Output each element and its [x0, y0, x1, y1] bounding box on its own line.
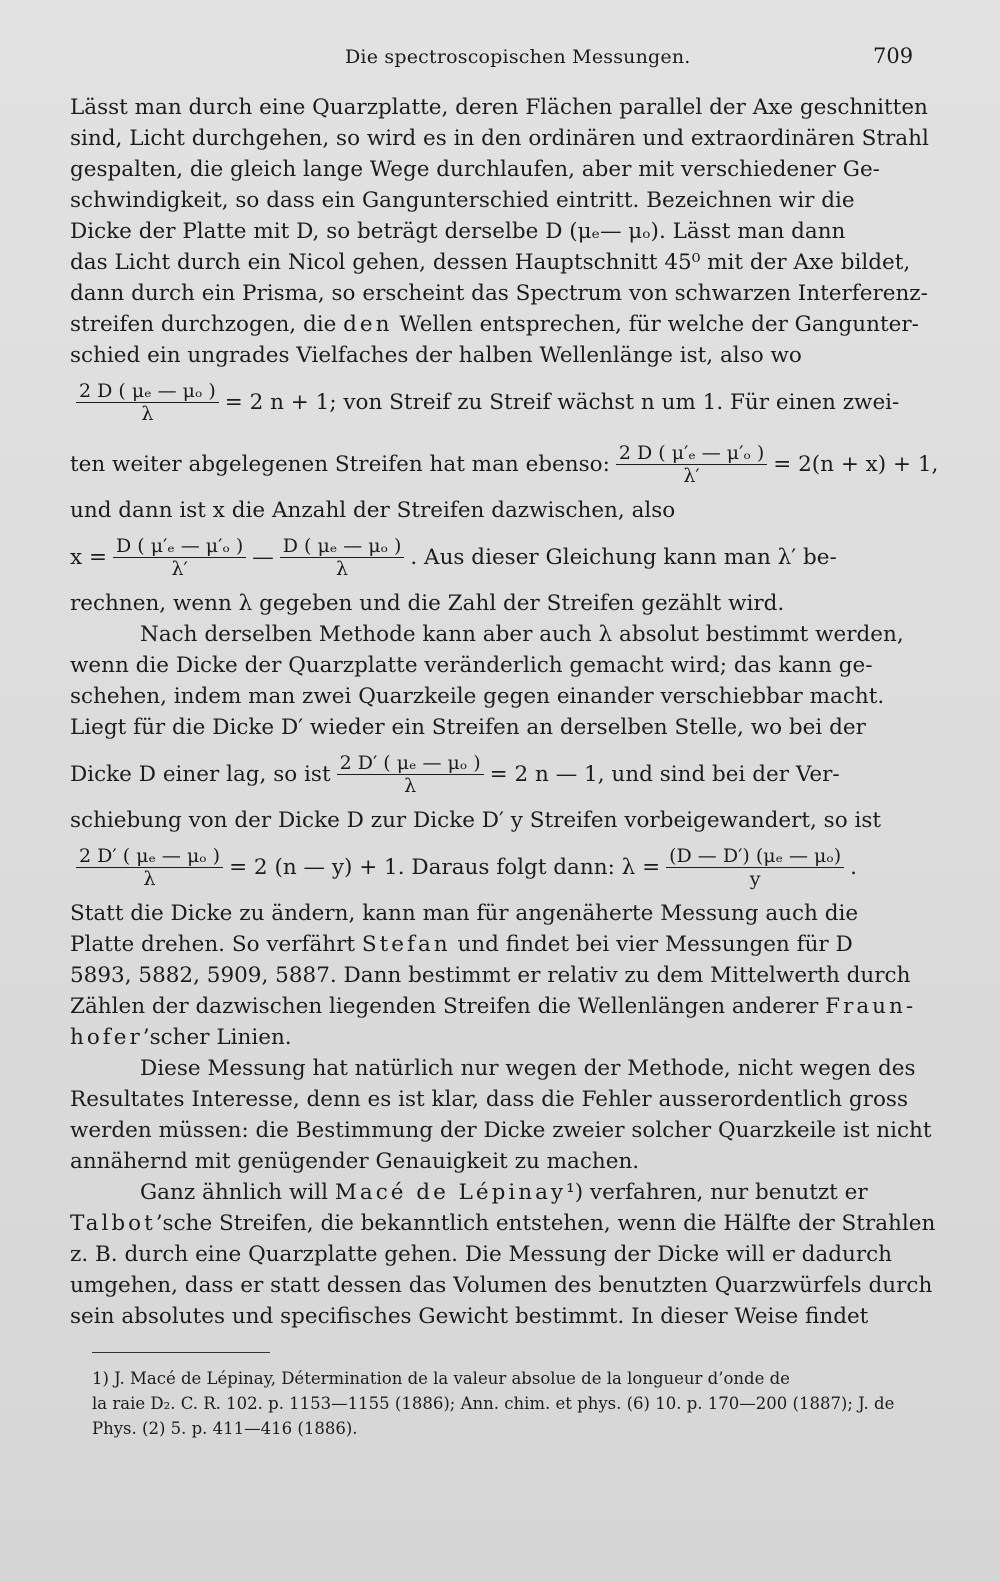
- text-line: [70, 1177, 930, 1208]
- fraction: [666, 845, 844, 890]
- spaced-emphasis: Macé de Lépinay: [334, 1180, 567, 1205]
- fraction-denominator: λ′: [683, 464, 700, 487]
- text-line: umgehen, dass er statt dessen das Volumen des benutzten Quarzwürfels durch: [70, 1273, 933, 1298]
- equation-rest: = 2(n + x) + 1,: [773, 451, 939, 477]
- equation-line: [70, 743, 930, 805]
- fraction-denominator: λ: [336, 557, 349, 580]
- text-line: schwindigkeit, so dass ein Gangunterschied eintritt. Bezeichnen wir die: [70, 188, 855, 213]
- text-line: wenn die Dicke der Quarzplatte veränderlich gemacht wird; das kann ge-: [70, 653, 873, 678]
- text-line: schied ein ungrades Vielfaches der halben Wellenlänge ist, also wo: [70, 343, 802, 368]
- fraction: [337, 752, 484, 797]
- text-line: rechnen, wenn λ gegeben und die Zahl der Streifen gezählt wird.: [70, 591, 785, 616]
- fraction-denominator: λ: [143, 867, 156, 890]
- fraction: [616, 442, 767, 487]
- spaced-emphasis: hofer: [70, 1025, 143, 1050]
- running-header: [0, 46, 1000, 76]
- footnote-line: Phys. (2) 5. p. 411—416 (1886).: [92, 1419, 358, 1438]
- text-line: Resultates Interesse, denn es ist klar, dass die Fehler ausserordentlich gross: [70, 1087, 908, 1112]
- fraction: [280, 535, 405, 580]
- text-line: Lässt man durch eine Quarzplatte, deren Flächen parallel der Axe geschnitten: [70, 95, 928, 120]
- text-line: 5893, 5882, 5909, 5887. Dann bestimmt er relativ zu dem Mittelwerth durch: [70, 963, 911, 988]
- minus-sign: —: [252, 544, 274, 570]
- text-span: Wellen entsprechen, für welche der Gangunter-: [399, 312, 919, 337]
- spaced-emphasis: Stefan: [361, 932, 451, 957]
- spaced-emphasis: den: [343, 312, 393, 337]
- text-span: und findet bei vier Messungen für D: [457, 932, 853, 957]
- equation-rest: = 2 n — 1, und sind bei der Ver-: [489, 761, 840, 787]
- equation-rest: . Aus dieser Gleichung kann man λ′ be-: [410, 544, 837, 570]
- footnote-divider: [92, 1352, 270, 1353]
- equation-line: [70, 433, 939, 495]
- equation-rest: = 2 n + 1; von Streif zu Streif wächst n um 1. Für einen zwei-: [224, 389, 900, 415]
- text-line: Nach derselben Methode kann aber auch λ absolut bestimmt werden,: [140, 622, 904, 647]
- text-line: dann durch ein Prisma, so erscheint das Spectrum von schwarzen Interferenz-: [70, 281, 928, 306]
- fraction: [76, 845, 223, 890]
- fraction: [76, 380, 219, 425]
- spaced-emphasis: Fraun-: [825, 994, 917, 1019]
- text-line: schiebung von der Dicke D zur Dicke D′ y Streifen vorbeigewandert, so ist: [70, 808, 882, 833]
- text-line: [70, 1208, 936, 1239]
- text-line: Dicke der Platte mit D, so beträgt derselbe D (μₑ— μₒ). Lässt man dann: [70, 219, 846, 244]
- text-span: Ganz ähnlich will: [140, 1180, 329, 1205]
- text-line: Statt die Dicke zu ändern, kann man für angenäherte Messung auch die: [70, 901, 859, 926]
- text-span: ’sche Streifen, die bekanntlich entstehen, wenn die Hälfte der Strahlen: [155, 1211, 936, 1236]
- footnote: [92, 1366, 937, 1441]
- page-number: 709: [873, 44, 914, 68]
- fraction-numerator: 2 D ( μ′ₑ — μ′ₒ ): [616, 442, 767, 465]
- fraction: [113, 535, 246, 580]
- text-line: schehen, indem man zwei Quarzkeile gegen einander verschiebbar macht.: [70, 684, 885, 709]
- equation-lead: x =: [70, 544, 107, 570]
- equation-line: [70, 371, 930, 433]
- equation-lead: ten weiter abgelegenen Streifen hat man ebenso:: [70, 451, 610, 477]
- text-span: ¹) verfahren, nur benutzt er: [566, 1180, 868, 1205]
- text-line: annähernd mit genügender Genauigkeit zu machen.: [70, 1149, 640, 1174]
- spaced-emphasis: Talbot: [70, 1211, 156, 1236]
- fraction-denominator: λ′: [171, 557, 188, 580]
- fraction-denominator: λ: [141, 402, 154, 425]
- equation-lead: Dicke D einer lag, so ist: [70, 761, 331, 787]
- text-span: ’scher Linien.: [142, 1025, 292, 1050]
- text-span: streifen durchzogen, die: [70, 312, 337, 337]
- text-line: Diese Messung hat natürlich nur wegen der Methode, nicht wegen des: [140, 1056, 916, 1081]
- text-line: werden müssen: die Bestimmung der Dicke zweier solcher Quarzkeile ist nicht: [70, 1118, 932, 1143]
- text-line: das Licht durch ein Nicol gehen, dessen Hauptschnitt 45⁰ mit der Axe bildet,: [70, 250, 911, 275]
- equation-middle: = 2 (n — y) + 1. Daraus folgt dann: λ =: [229, 854, 661, 880]
- main-text: [70, 92, 939, 1332]
- footnote-line: la raie D₂. C. R. 102. p. 1153—1155 (1886); Ann. chim. et phys. (6) 10. p. 170—200 (1887); J. de: [92, 1394, 895, 1413]
- fraction-numerator: 2 D′ ( μₑ — μₒ ): [337, 752, 484, 775]
- equation-line: [70, 526, 930, 588]
- text-line: [70, 991, 930, 1022]
- equation-line: [70, 836, 930, 898]
- fraction-numerator: D ( μₑ — μₒ ): [280, 535, 405, 558]
- footnote-line: 1) J. Macé de Lépinay, Détermination de la valeur absolue de la longueur d’onde de: [92, 1369, 790, 1388]
- text-line: [70, 1022, 930, 1053]
- fraction-numerator: (D — D′) (μₑ — μₒ): [666, 845, 844, 868]
- text-line: sind, Licht durchgehen, so wird es in den ordinären und extraordinären Strahl: [70, 126, 929, 151]
- text-line: sein absolutes und specifisches Gewicht bestimmt. In dieser Weise findet: [70, 1304, 869, 1329]
- text-line: gespalten, die gleich lange Wege durchlaufen, aber mit verschiedener Ge-: [70, 157, 880, 182]
- fraction-numerator: 2 D′ ( μₑ — μₒ ): [76, 845, 223, 868]
- fraction-numerator: D ( μ′ₑ — μ′ₒ ): [113, 535, 246, 558]
- fraction-denominator: y: [749, 867, 761, 890]
- text-line: [70, 929, 930, 960]
- running-title: Die spectroscopischen Messungen.: [345, 46, 691, 68]
- text-line: Liegt für die Dicke D′ wieder ein Streifen an derselben Stelle, wo bei der: [70, 715, 866, 740]
- text-line: und dann ist x die Anzahl der Streifen dazwischen, also: [70, 498, 676, 523]
- text-line: [70, 309, 930, 340]
- fraction-numerator: 2 D ( μₑ — μₒ ): [76, 380, 219, 403]
- text-span: Platte drehen. So verfährt: [70, 932, 356, 957]
- text-span: Zählen der dazwischen liegenden Streifen die Wellenlängen anderer: [70, 994, 819, 1019]
- period: .: [850, 854, 857, 880]
- fraction-denominator: λ: [404, 774, 417, 797]
- text-line: z. B. durch eine Quarzplatte gehen. Die Messung der Dicke will er dadurch: [70, 1242, 893, 1267]
